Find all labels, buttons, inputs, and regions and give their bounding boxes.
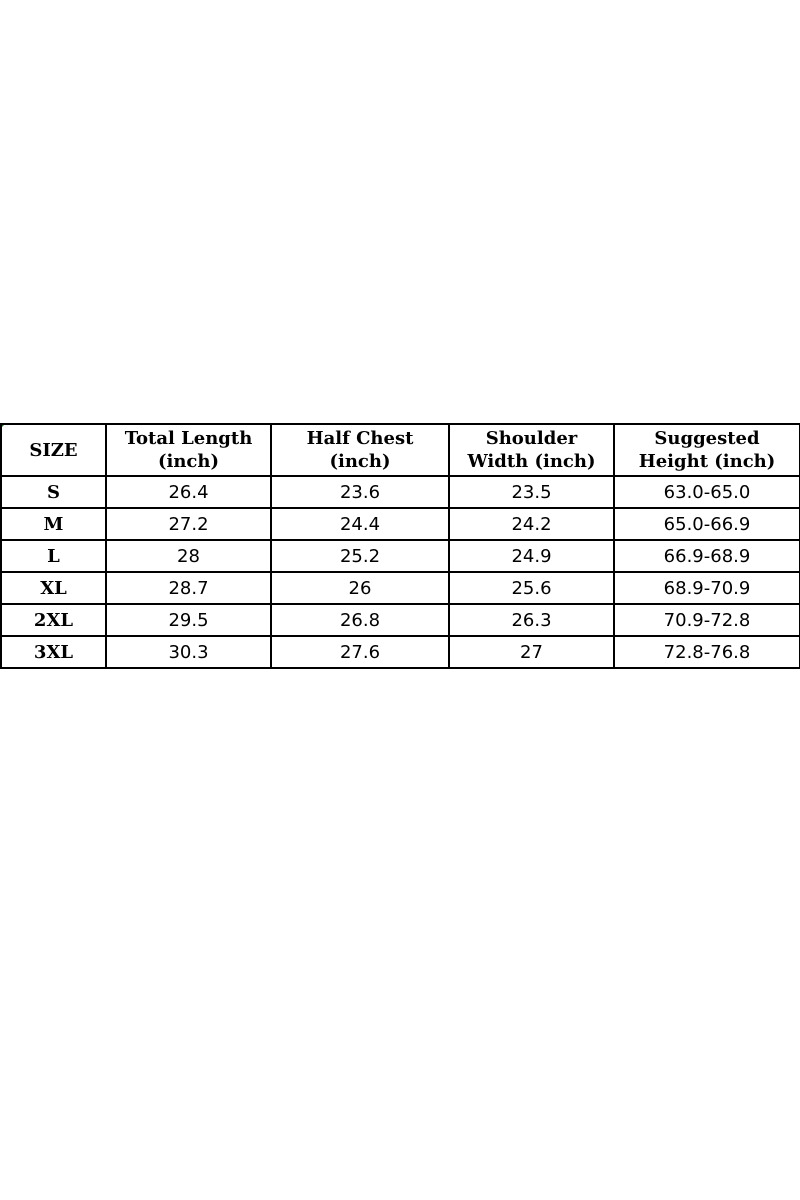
half-chest-cell: 24.4 <box>271 508 449 540</box>
header-row <box>1 424 800 476</box>
shoulder-width-cell: 25.6 <box>449 572 614 604</box>
size-chart-table <box>0 423 800 669</box>
shoulder-width-cell: 24.2 <box>449 508 614 540</box>
header-total-length: Total Length (inch) <box>106 424 271 476</box>
table-header <box>1 424 800 476</box>
shoulder-width-cell: 27 <box>449 636 614 668</box>
total-length-cell: 28 <box>106 540 271 572</box>
half-chest-cell: 27.6 <box>271 636 449 668</box>
table-row <box>1 508 800 540</box>
total-length-cell: 29.5 <box>106 604 271 636</box>
table-row <box>1 540 800 572</box>
suggested-height-cell: 72.8-76.8 <box>614 636 800 668</box>
size-cell: 3XL <box>1 636 106 668</box>
table-row <box>1 476 800 508</box>
table-body <box>1 476 800 668</box>
total-length-cell: 28.7 <box>106 572 271 604</box>
size-cell: 2XL <box>1 604 106 636</box>
size-cell: XL <box>1 572 106 604</box>
header-half-chest: Half Chest (inch) <box>271 424 449 476</box>
header-shoulder-width: Shoulder Width (inch) <box>449 424 614 476</box>
suggested-height-cell: 65.0-66.9 <box>614 508 800 540</box>
total-length-cell: 27.2 <box>106 508 271 540</box>
table-row <box>1 636 800 668</box>
size-cell: L <box>1 540 106 572</box>
suggested-height-cell: 70.9-72.8 <box>614 604 800 636</box>
header-suggested-height: Suggested Height (inch) <box>614 424 800 476</box>
suggested-height-cell: 63.0-65.0 <box>614 476 800 508</box>
shoulder-width-cell: 26.3 <box>449 604 614 636</box>
size-cell: M <box>1 508 106 540</box>
size-cell: S <box>1 476 106 508</box>
table-row <box>1 604 800 636</box>
table-row <box>1 572 800 604</box>
shoulder-width-cell: 23.5 <box>449 476 614 508</box>
total-length-cell: 26.4 <box>106 476 271 508</box>
half-chest-cell: 25.2 <box>271 540 449 572</box>
header-size: SIZE <box>1 424 106 476</box>
half-chest-cell: 26.8 <box>271 604 449 636</box>
half-chest-cell: 23.6 <box>271 476 449 508</box>
suggested-height-cell: 66.9-68.9 <box>614 540 800 572</box>
half-chest-cell: 26 <box>271 572 449 604</box>
shoulder-width-cell: 24.9 <box>449 540 614 572</box>
total-length-cell: 30.3 <box>106 636 271 668</box>
suggested-height-cell: 68.9-70.9 <box>614 572 800 604</box>
